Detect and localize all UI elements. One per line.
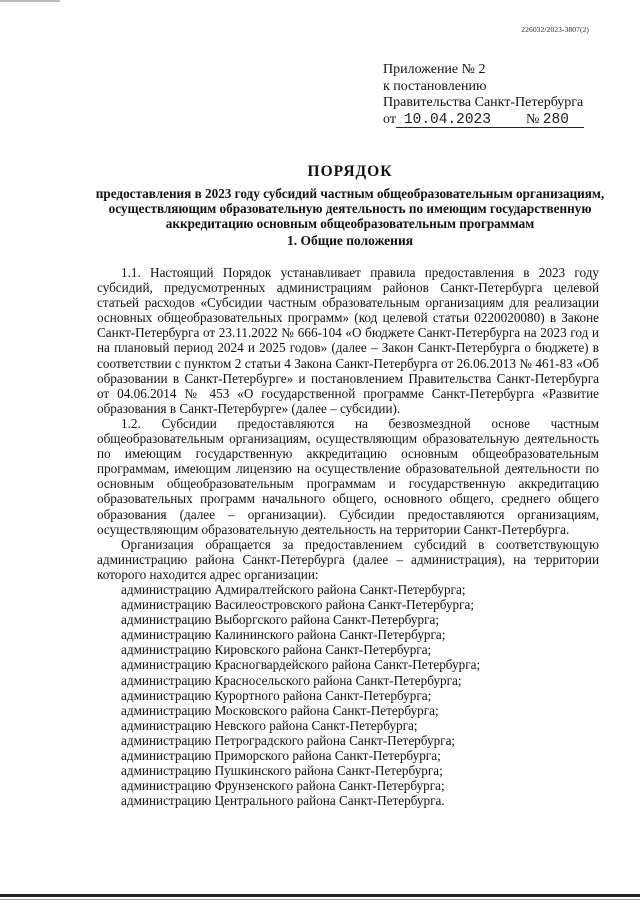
list-item: администрацию Красногвардейского района Санкт-Петербурга; — [121, 657, 481, 673]
list-item: администрацию Выборгского района Санкт-Петербурга; — [121, 612, 439, 628]
list-item: администрацию Пушкинского района Санкт-Петербурга; — [121, 763, 443, 779]
scan-edge-top — [0, 0, 60, 2]
appendix-line-1: Приложение № 2 — [383, 62, 486, 77]
title-subtitle: предоставления в 2023 году субсидий частным общеобразовательным организациям, осуществляющим образовательную деятельность по имеющим государственную аккредитацию основным общеобразовательным программам — [95, 186, 605, 231]
title-main: ПОРЯДОК — [307, 163, 393, 180]
administrations-list — [97, 582, 599, 808]
appendix-line-3: Правительства Санкт-Петербурга — [383, 95, 584, 110]
list-item: администрацию Красносельского района Санкт-Петербурга; — [121, 672, 462, 688]
section-heading: 1. Общие положения — [286, 233, 414, 248]
list-item: администрацию Фрунзенского района Санкт-Петербурга; — [121, 778, 445, 794]
number-prefix: № — [525, 111, 540, 127]
date-prefix: от — [383, 111, 396, 127]
document-title — [80, 163, 620, 231]
appendix-block — [383, 62, 584, 128]
list-item: администрацию Курортного района Санкт-Петербурга; — [121, 687, 432, 703]
paragraph-1-2: 1.2. Субсидии предоставляются на безвозмездной основе частным общеобразовательным организациям, осуществляющим образовательную деятельность по имеющим государственную аккредитацию основным общеобразовательным программам, имеющим лицензию на осуществление образовательной деятельности по основным общеобразовательным программам и государственную аккредитацию образовательных программ начального общего, основного общего, среднего общего образования (далее – организации). Субсидии предоставляются организациям, осуществляющим образовательную деятельность на территории Санкт-Петербурга. — [97, 415, 599, 537]
scan-edge-bottom — [0, 894, 640, 897]
date-field — [396, 113, 500, 128]
list-item: администрацию Адмиралтейского района Санкт-Петербурга; — [121, 581, 466, 597]
list-item: администрацию Приморского района Санкт-Петербурга; — [121, 748, 441, 763]
scan-edge-bottom-faint — [0, 899, 640, 900]
list-item: администрацию Московского района Санкт-Петербурга; — [121, 702, 439, 718]
list-item: администрацию Петроградского района Санкт-Петербурга; — [121, 732, 456, 748]
list-item: администрацию Кировского района Санкт-Петербурга; — [121, 642, 432, 658]
list-item: администрацию Василеостровского района Санкт-Петербурга; — [121, 597, 475, 613]
paragraph-organization: Организация обращается за предоставлением субсидий в соответствующую администрацию района Санкт-Петербурга (далее – администрация), на территории которого находится адрес организации: — [97, 536, 599, 582]
document-id: 226032/2023-3807(2) — [521, 25, 589, 34]
paragraph-1-1: 1.1. Настоящий Порядок устанавливает правила предоставления в 2023 году субсидий, предусмотренных администрациям районов Санкт-Петербурга целевой статьей расходов «Субсидии частным образовательным организациям для реализации основных общеобразовательных программ» (код целевой статьи 0220020080) в Законе Санкт-Петербурга от 23.11.2022 № 666-104 «О бюджете Санкт-Петербурга на 2023 год и на плановый период 2024 и 2025 годов» (далее – Закон Санкт-Петербурга о бюджете) в соответствии с пунктом 2 статьи 4 Закона Санкт-Петербурга от 26.06.2013 № 461-83 «Об образовании в Санкт-Петербурге» и постановлением Правительства Санкт-Петербурга от 04.06.2014 № 453 «О государственной программе Санкт-Петербурга «Развитие образования в Санкт-Петербурге» (далее – субсидии). — [97, 265, 599, 416]
appendix-date-row — [383, 112, 584, 129]
list-item: администрацию Калининского района Санкт-Петербурга; — [121, 627, 446, 643]
list-item: администрацию Центрального района Санкт-Петербурга. — [121, 793, 445, 809]
document-body — [97, 265, 599, 808]
number-value: 280 — [542, 111, 569, 128]
number-field — [500, 113, 584, 128]
date-value: 10.04.2023 — [403, 111, 491, 128]
appendix-line-2: к постановлению — [383, 78, 487, 94]
list-item: администрацию Невского района Санкт-Петербурга; — [121, 717, 418, 733]
